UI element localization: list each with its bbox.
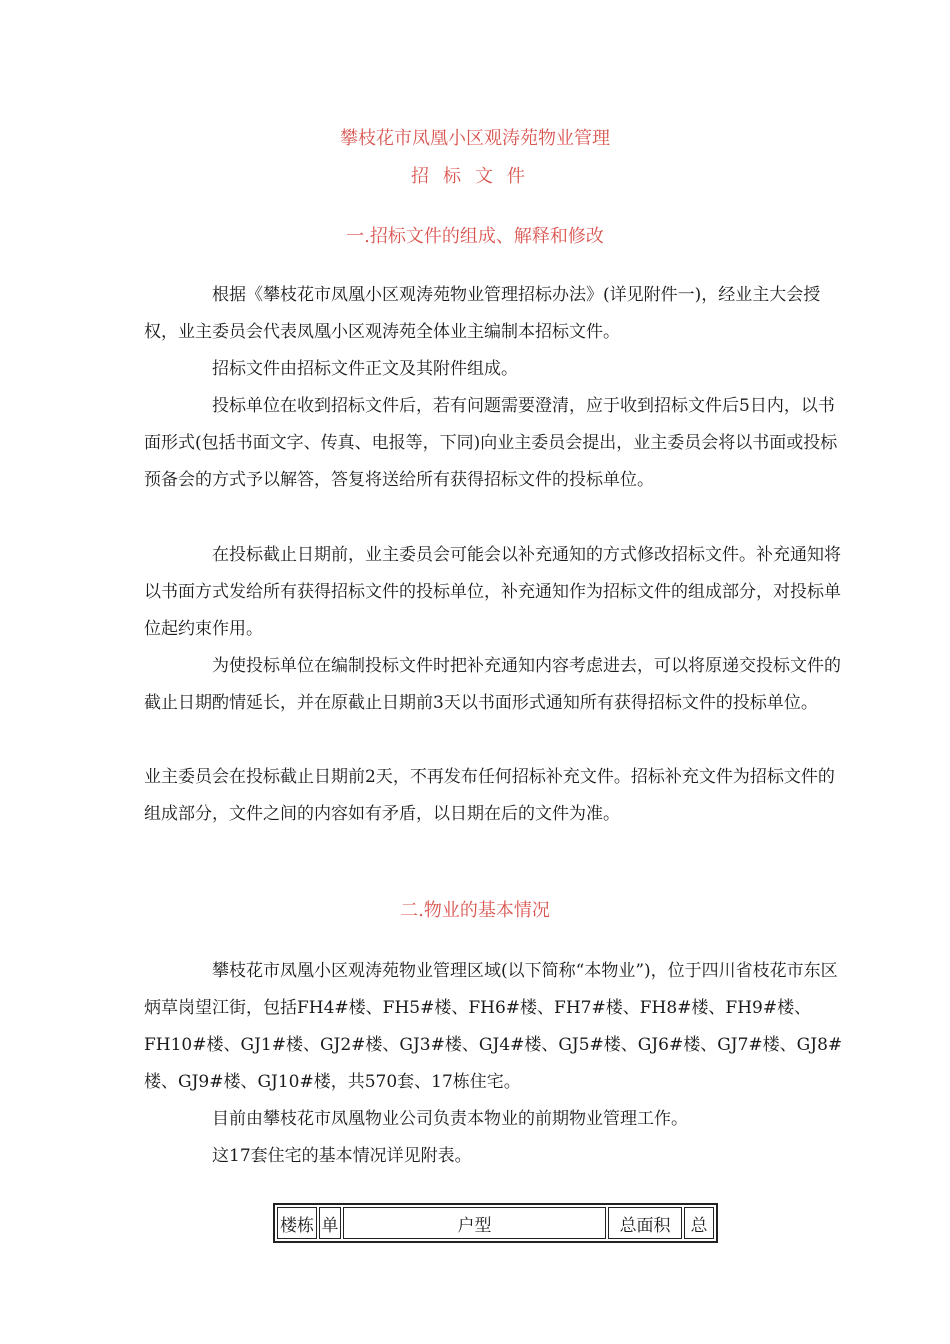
table-header-cell: 户型 (343, 1207, 606, 1239)
document-title: 攀枝花市凤凰小区观涛苑物业管理 (340, 128, 610, 149)
table-header-cell: 总 (684, 1207, 714, 1239)
paragraph: 在投标截止日期前，业主委员会可能会以补充通知的方式修改招标文件。补充通知将以书面方式发给所有获得招标文件的投标单位，补充通知作为招标文件的组成部分，对投标单位起约束作用。 (144, 545, 841, 639)
table-header-row (277, 1207, 714, 1239)
housing-table (273, 1203, 718, 1243)
paragraph: 目前由攀枝花市凤凰物业公司负责本物业的前期物业管理工作。 (212, 1109, 688, 1129)
paragraph: 为使投标单位在编制投标文件时把补充通知内容考虑进去，可以将原递交投标文件的截止日期酌情延长，并在原截止日期前3天以书面形式通知所有获得招标文件的投标单位。 (144, 656, 841, 713)
document-subtitle: 招标文件 (411, 166, 539, 187)
paragraph: 投标单位在收到招标文件后，若有问题需要澄清，应于收到招标文件后5日内，以书面形式(包括书面文字、传真、电报等，下同)向业主委员会提出，业主委员会将以书面或投标预备会的方式予以解答，答复将送给所有获得招标文件的投标单位。 (144, 396, 838, 490)
paragraph: 攀枝花市凤凰小区观涛苑物业管理区域(以下简称“本物业”)，位于四川省枝花市东区炳草岗望江街，包括FH4#楼、FH5#楼、FH6#楼、FH7#楼、FH8#楼、FH9#楼、FH10#楼、GJ1#楼、GJ2#楼、GJ3#楼、GJ4#楼、GJ5#楼、GJ6#楼、GJ7#楼、GJ8#楼、GJ9#楼、GJ10#楼，共570套、17栋住宅。 (144, 961, 843, 1092)
table-header-cell: 总面积 (608, 1207, 682, 1239)
paragraph: 这17套住宅的基本情况详见附表。 (212, 1146, 472, 1166)
section-heading-2: 二.物业的基本情况 (400, 900, 550, 921)
table-header-cell: 楼栋 (277, 1207, 317, 1239)
paragraph: 业主委员会在投标截止日期前2天，不再发布任何招标补充文件。招标补充文件为招标文件的组成部分，文件之间的内容如有矛盾，以日期在后的文件为准。 (144, 767, 835, 824)
paragraph: 根据《攀枝花市凤凰小区观涛苑物业管理招标办法》(详见附件一)，经业主大会授权，业主委员会代表凤凰小区观涛苑全体业主编制本招标文件。 (144, 285, 821, 342)
section-heading-1: 一.招标文件的组成、解释和修改 (346, 226, 604, 247)
table-header-cell: 单 (319, 1207, 341, 1239)
paragraph: 招标文件由招标文件正文及其附件组成。 (212, 359, 518, 379)
